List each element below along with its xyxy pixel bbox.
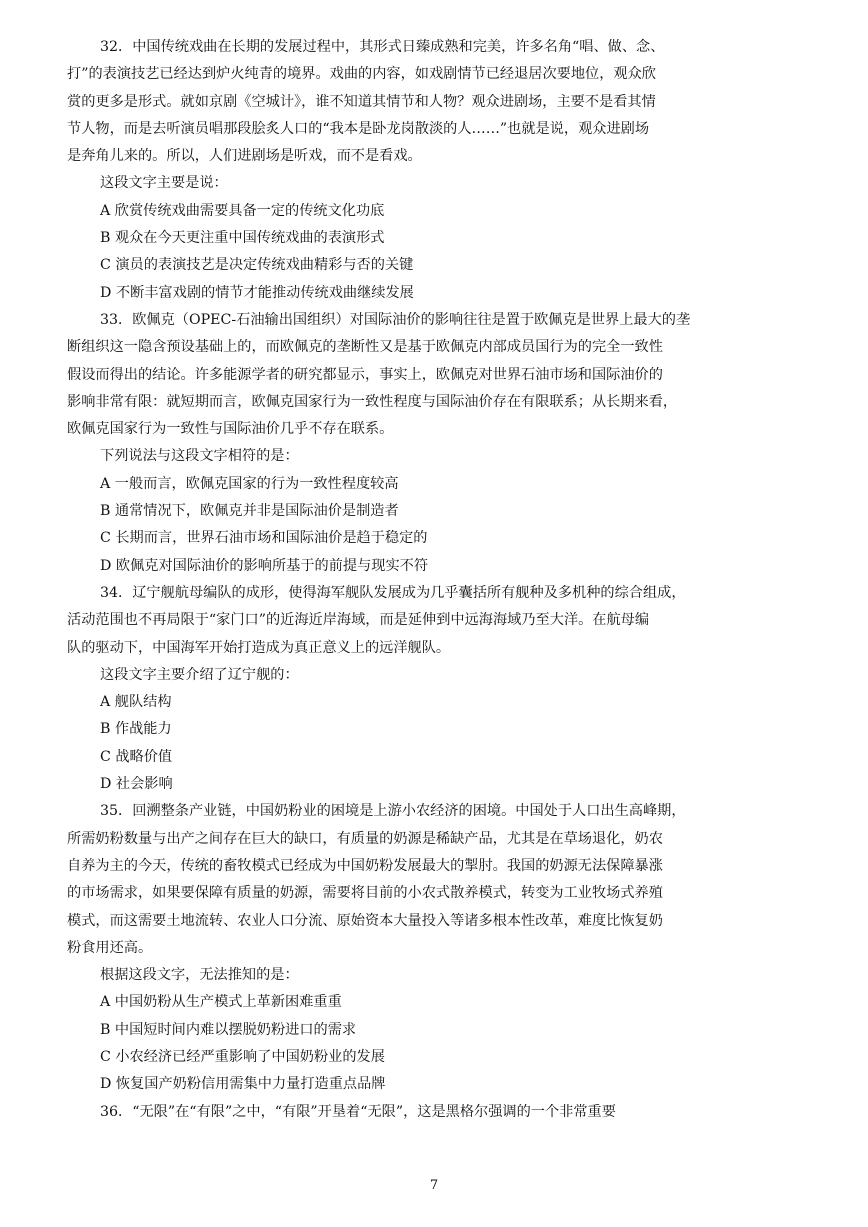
question-33 xyxy=(67,307,819,580)
question-32-stem: 这段文字主要是说： xyxy=(100,175,228,192)
question-32-option-b: B 观众在今天更注重中国传统戏曲的表演形式 xyxy=(100,230,385,247)
question-32-option-a: A 欣赏传统戏曲需要具备一定的传统文化功底 xyxy=(100,202,385,219)
question-34-paragraph-line: 队的驱动下，中国海军开始打造成为真正意义上的远洋舰队。 xyxy=(67,639,451,656)
question-35 xyxy=(67,798,819,1098)
question-32-option-d: D 不断丰富戏剧的情节才能推动传统戏曲继续发展 xyxy=(100,284,414,301)
question-32-paragraph-line: 赏的更多是形式。就如京剧《空城计》，谁不知道其情节和人物？观众进剧场，主要不是看其情 xyxy=(67,93,656,110)
question-32-option-c: C 演员的表演技艺是决定传统戏曲精彩与否的关键 xyxy=(100,257,414,274)
question-35-paragraph-line: 模式，而这需要土地流转、农业人口分流、原始资本大量投入等诸多根本性改革，难度比恢复奶 xyxy=(67,912,663,929)
question-35-paragraph-line: 所需奶粉数量与出产之间存在巨大的缺口，有质量的奶源是稀缺产品，尤其是在草场退化，奶农 xyxy=(67,830,663,847)
question-35-stem: 根据这段文字，无法推知的是： xyxy=(100,967,299,984)
question-34-option-b: B 作战能力 xyxy=(100,721,172,738)
question-35-paragraph-line: 35．回溯整条产业链，中国奶粉业的困境是上游小农经济的困境。中国处于人口出生高峰期， xyxy=(100,803,686,820)
question-35-option-b: B 中国短时间内难以摆脱奶粉进口的需求 xyxy=(100,1021,357,1038)
question-35-paragraph-line: 粉食用还高。 xyxy=(67,939,153,956)
question-33-paragraph-line: 欧佩克国家行为一致性与国际油价几乎不存在联系。 xyxy=(67,421,394,438)
question-34-stem: 这段文字主要介绍了辽宁舰的： xyxy=(100,666,299,683)
question-33-option-d: D 欧佩克对国际油价的影响所基于的前提与现实不符 xyxy=(100,557,429,574)
page-content xyxy=(67,34,819,1126)
question-36-paragraph-line: 36．“无限”在“有限”之中，“有限”开垦着“无限”，这是黑格尔强调的一个非常重要 xyxy=(100,1103,616,1120)
question-33-option-b: B 通常情况下，欧佩克并非是国际油价是制造者 xyxy=(100,503,399,520)
question-33-paragraph-line: 33．欧佩克（OPEC-石油输出国组织）对国际油价的影响往往是置于欧佩克是世界上最大的垄 xyxy=(100,311,691,328)
question-34-paragraph-line: 活动范围也不再局限于“家门口”的近海近岸海域，而是延伸到中远海海域乃至大洋。在航母编 xyxy=(67,612,650,629)
page-number: 7 xyxy=(429,1178,439,1193)
question-35-option-d: D 恢复国产奶粉信用需集中力量打造重点品牌 xyxy=(100,1076,386,1093)
question-34-option-a: A 舰队结构 xyxy=(100,694,172,711)
question-34-option-d: D 社会影响 xyxy=(100,776,173,793)
question-32 xyxy=(67,34,819,307)
question-32-paragraph-line: 32．中国传统戏曲在长期的发展过程中，其形式日臻成熟和完美，许多名角“唱、做、念、 xyxy=(100,39,665,55)
question-34 xyxy=(67,580,819,798)
question-33-option-c: C 长期而言，世界石油市场和国际油价是趋于稳定的 xyxy=(100,530,428,547)
question-33-option-a: A 一般而言，欧佩克国家的行为一致性程度较高 xyxy=(100,475,399,492)
question-33-paragraph-line: 影响非常有限：就短期而言，欧佩克国家行为一致性程度与国际油价存在有限联系；从长期来看， xyxy=(67,393,678,410)
question-33-stem: 下列说法与这段文字相符的是： xyxy=(100,448,299,465)
question-34-option-c: C 战略价值 xyxy=(100,748,173,765)
question-33-paragraph-line: 断组织这一隐含预设基础上的，而欧佩克的垄断性又是基于欧佩克内部成员国行为的完全一致性 xyxy=(67,339,663,356)
question-32-paragraph-line: 打”的表演技艺已经达到炉火纯青的境界。戏曲的内容，如戏剧情节已经退居次要地位，观众欣 xyxy=(67,66,656,83)
question-35-option-a: A 中国奶粉从生产模式上革新困难重重 xyxy=(100,994,342,1011)
question-36 xyxy=(67,1099,819,1126)
question-35-option-c: C 小农经济已经严重影响了中国奶粉业的发展 xyxy=(100,1048,385,1065)
question-34-paragraph-line: 34．辽宁舰航母编队的成形，使得海军舰队发展成为几乎囊括所有舰种及多机种的综合组成， xyxy=(100,584,686,601)
question-35-paragraph-line: 自养为主的今天，传统的畜牧模式已经成为中国奶粉发展最大的掣肘。我国的奶源无法保障暴涨 xyxy=(67,857,663,874)
question-32-paragraph-line: 节人物，而是去听演员唱那段脍炙人口的“我本是卧龙岗散淡的人……”也就是说，观众进剧场 xyxy=(67,120,650,137)
question-35-paragraph-line: 的市场需求，如果要保障有质量的奶源，需要将目前的小农式散养模式，转变为工业牧场式养殖 xyxy=(67,885,663,902)
question-32-paragraph-line: 是奔角儿来的。所以，人们进剧场是听戏，而不是看戏。 xyxy=(67,148,422,165)
question-33-paragraph-line: 假设而得出的结论。许多能源学者的研究都显示，事实上，欧佩克对世界石油市场和国际油价的 xyxy=(67,366,663,383)
